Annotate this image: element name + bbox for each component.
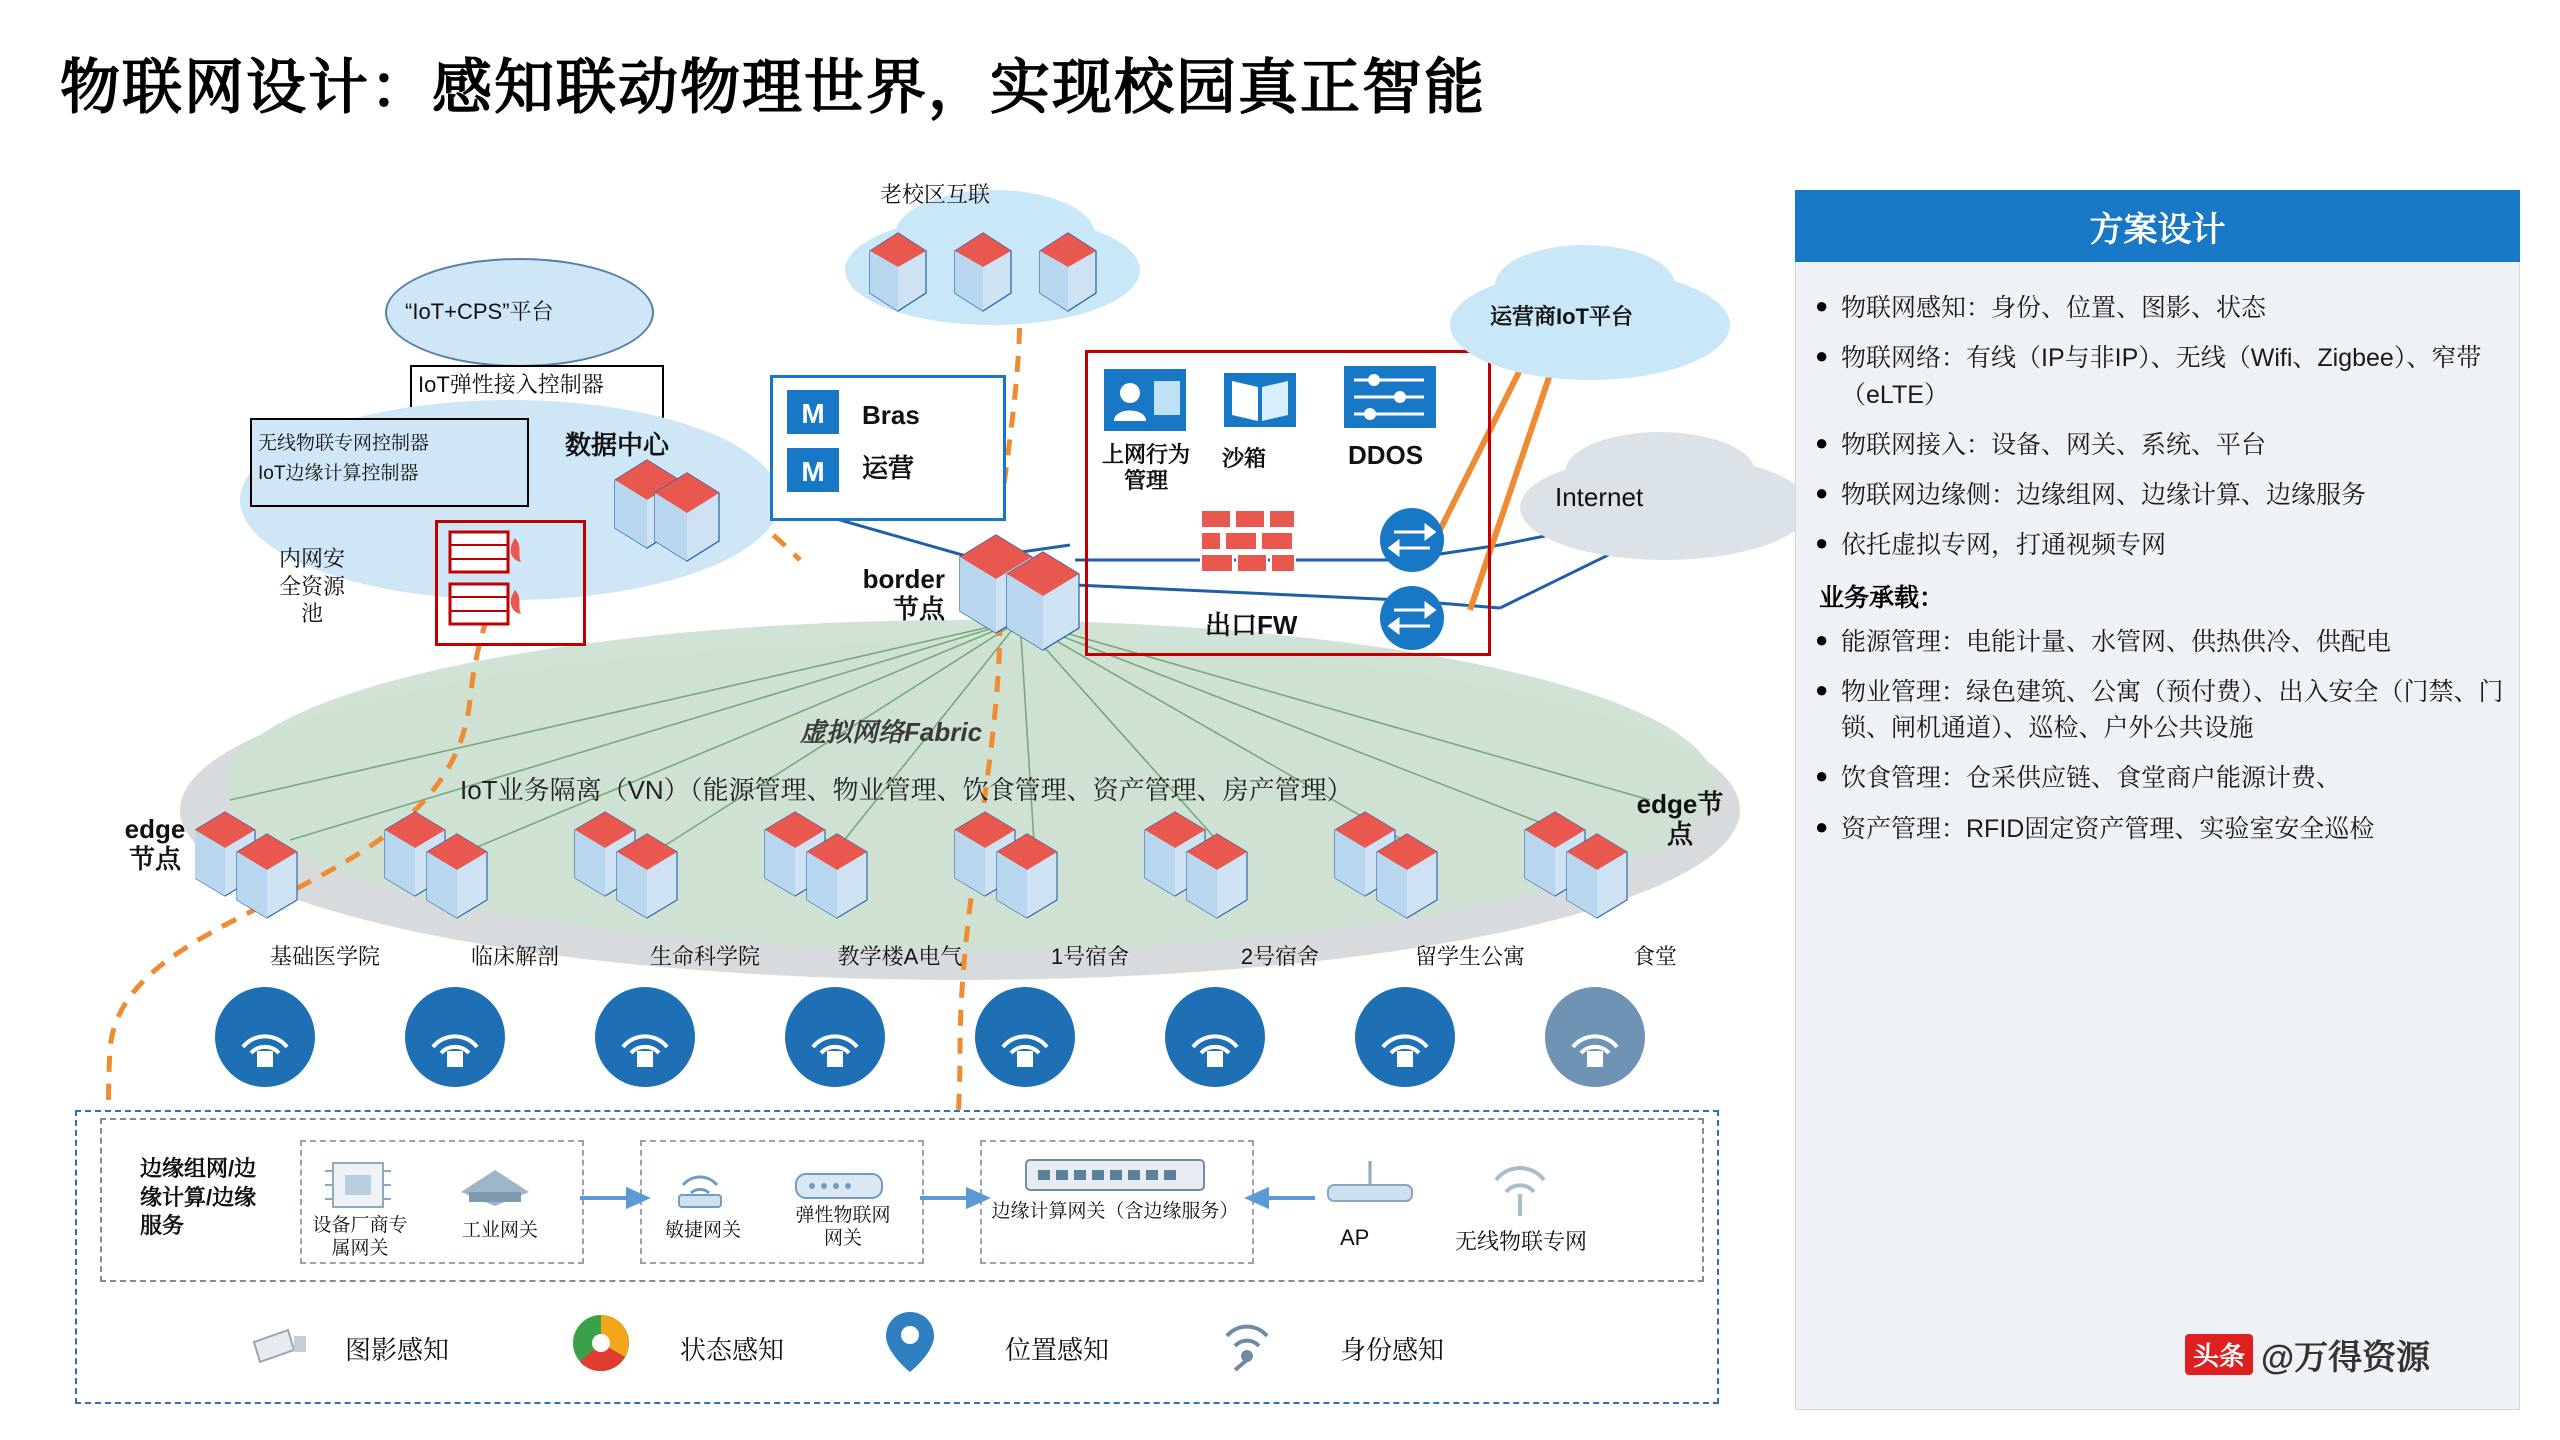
- wireless-private-net-icon: [1480, 1150, 1560, 1220]
- edge-device-label-6: 无线物联专网: [1455, 1229, 1588, 1254]
- industrial-gateway-icon: [455, 1160, 535, 1210]
- bullet-dot-icon: ●: [1815, 293, 1829, 318]
- fabric-title: 虚拟网络Fabric: [800, 717, 983, 747]
- egress-firewall-title: 出口FW: [1205, 610, 1298, 640]
- identity-sense-icon: [1215, 1310, 1280, 1372]
- ddos-icon: [1340, 360, 1440, 435]
- agile-gateway-icon: [665, 1155, 735, 1210]
- ddos-label: DDOS: [1348, 440, 1424, 470]
- edge-device-label-1: 工业网关: [461, 1220, 538, 1241]
- wireless-controller-label-2: IoT边缘计算控制器: [258, 463, 419, 484]
- edge-device-label-4: 边缘计算网关（含边缘服务）: [991, 1201, 1239, 1222]
- bullet-dot-icon: ●: [1815, 480, 1829, 505]
- datacenter-servers: [610, 455, 740, 565]
- edge-node-left-label: edge节点: [124, 814, 186, 874]
- watermark-badge: 头条: [2185, 1334, 2253, 1375]
- edge-panel-label: 边缘组网/边缘计算/边缘服务: [140, 1156, 257, 1239]
- edge-device-label-3: 弹性物联网网关: [795, 1205, 891, 1249]
- solution-panel-header: 方案设计: [1795, 190, 2520, 262]
- solution-bullet-2: [1815, 427, 2505, 463]
- building-servers-row: [195, 800, 1695, 920]
- bullet-dot-icon: ●: [1815, 626, 1829, 652]
- bras-m-icons: [785, 388, 855, 503]
- solution-bullet-text-1: 物联网络：有线（IP与非IP）、无线（Wifi、Zigbee）、窄带（eLTE）: [1841, 344, 2482, 409]
- iot-access-controller-label: IoT弹性接入控制器: [418, 372, 604, 397]
- bullet-dot-icon: ●: [1815, 429, 1829, 455]
- solution-bullet-1: [1815, 340, 2505, 413]
- solution-bullet-3: [1815, 477, 2505, 513]
- bullet-dot-icon: ●: [1815, 763, 1829, 789]
- building-label-4: 1号宿舍: [1050, 944, 1130, 969]
- svg-text:M: M: [801, 456, 825, 487]
- edge-compute-gateway-icon: [1020, 1152, 1210, 1197]
- bullet-dot-icon: ●: [1815, 530, 1829, 556]
- status-sense-icon: [570, 1312, 632, 1374]
- sense-label-1: 状态感知: [680, 1335, 785, 1365]
- egress-routers: [1370, 500, 1460, 660]
- building-label-6: 留学生公寓: [1414, 944, 1525, 969]
- solution-subbullet-text-2: 饮食管理：仓采供应链、食堂商户能源计费、: [1841, 764, 2342, 793]
- solution-subbullet-1: [1815, 674, 2505, 747]
- bras-label-1: Bras: [862, 400, 920, 430]
- watermark-text: @万得资源: [2261, 1339, 2431, 1377]
- edge-device-label-0: 设备厂商专属网关: [312, 1215, 408, 1259]
- sandbox-label: 沙箱: [1222, 446, 1267, 471]
- firewall-icons: [445, 528, 575, 633]
- legacy-campus-servers: [860, 225, 1140, 315]
- intranet-security-pool-label: 内网安全资源池: [278, 546, 345, 626]
- camera-sense-icon: [250, 1320, 310, 1375]
- fabric-subtitle: IoT业务隔离（VN）（能源管理、物业管理、饮食管理、资产管理、房产管理）: [460, 775, 1353, 805]
- sense-label-2: 位置感知: [1005, 1335, 1110, 1365]
- solution-bullet-text-2: 物联网接入：设备、网关、系统、平台: [1841, 430, 2267, 459]
- building-label-3: 教学楼A电气: [837, 944, 963, 969]
- edge-device-label-5: AP: [1340, 1225, 1370, 1250]
- building-label-1: 临床解剖: [470, 944, 559, 969]
- solution-subbullet-text-0: 能源管理：电能计量、水管网、供热供冷、供配电: [1841, 627, 2392, 656]
- solution-bullet-4: [1815, 527, 2505, 563]
- ap-circles-row: [195, 985, 1695, 1095]
- datacenter-label: 数据中心: [565, 430, 670, 460]
- vendor-gateway-icon: [325, 1155, 395, 1215]
- building-label-2: 生命科学院: [649, 944, 760, 969]
- solution-subbullet-3: [1815, 811, 2505, 847]
- sense-label-3: 身份感知: [1340, 1335, 1445, 1365]
- location-sense-icon: [880, 1308, 940, 1376]
- building-label-7: 食堂: [1632, 944, 1677, 969]
- iot-cps-platform-label: “IoT+CPS”平台: [405, 299, 554, 324]
- watermark: [2185, 1330, 2430, 1379]
- solution-bullet-0: [1815, 290, 2505, 326]
- svg-text:M: M: [801, 398, 825, 429]
- solution-bullet-text-3: 物联网边缘侧：边缘组网、边缘计算、边缘服务: [1841, 481, 2367, 509]
- firewall-brick-icon: [1195, 500, 1305, 595]
- internet-label: Internet: [1555, 482, 1644, 512]
- edge-node-right-label: edge节点: [1636, 789, 1724, 849]
- bras-label-2: 运营: [862, 453, 915, 483]
- ap-device-icon: [1310, 1155, 1430, 1215]
- sandbox-icon: [1220, 365, 1300, 435]
- sense-label-0: 图影感知: [345, 1335, 450, 1365]
- bullet-dot-icon: ●: [1815, 343, 1829, 369]
- solution-subbullet-text-1: 物业管理：绿色建筑、公寓（预付费）、出入安全（门禁、门锁、闸机通道）、巡检、户外公共设施: [1841, 677, 2504, 742]
- bullet-dot-icon: ●: [1815, 676, 1829, 702]
- web-behavior-label: 上网行为管理: [1101, 442, 1190, 494]
- web-behavior-icon: [1100, 365, 1190, 435]
- solution-bullet-text-0: 物联网感知：身份、位置、图影、状态: [1841, 294, 2267, 322]
- solution-subbullet-text-3: 资产管理：RFID固定资产管理、实验室安全巡检: [1841, 814, 2375, 843]
- building-label-5: 2号宿舍: [1240, 944, 1320, 969]
- border-node-label: border节点: [862, 564, 945, 624]
- bullet-dot-icon: ●: [1815, 813, 1829, 839]
- solution-bullets: [1815, 290, 2505, 861]
- solution-subbullet-0: [1815, 624, 2505, 660]
- solution-subheading: 业务承载：: [1819, 583, 1945, 612]
- page-title: 物联网设计：感知联动物理世界，实现校园真正智能: [60, 54, 1486, 121]
- operator-iot-label: 运营商IoT平台: [1490, 304, 1633, 329]
- building-label-0: 基础医学院: [269, 944, 380, 969]
- legacy-campus-label: 老校区互联: [880, 182, 991, 207]
- solution-subbullet-2: [1815, 760, 2505, 796]
- wireless-controller-label-1: 无线物联专网控制器: [258, 433, 430, 454]
- solution-bullet-text-4: 依托虚拟专网，打通视频专网: [1841, 531, 2167, 560]
- edge-device-label-2: 敏捷网关: [664, 1220, 741, 1241]
- elastic-iot-gateway-icon: [790, 1160, 890, 1210]
